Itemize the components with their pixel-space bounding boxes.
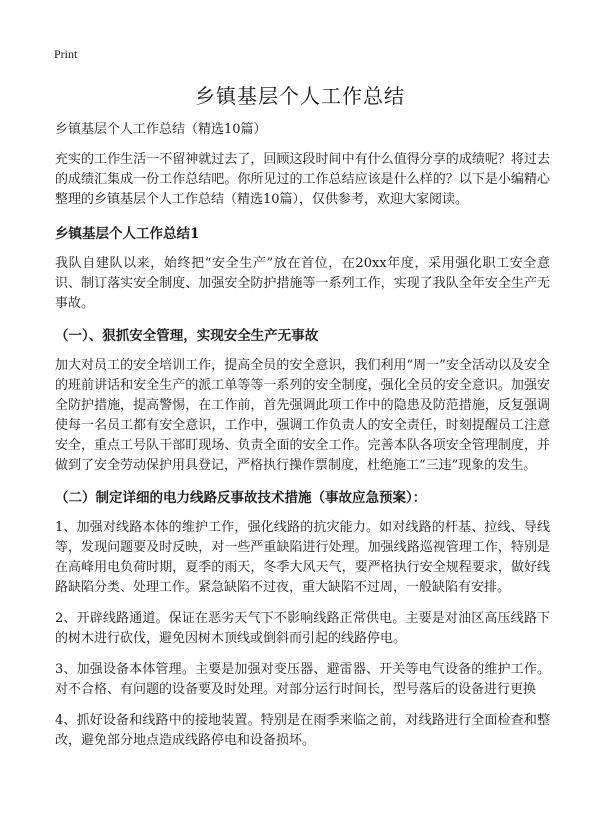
section-1-heading: 乡镇基层个人工作总结1 [55, 226, 200, 242]
document-body [55, 120, 550, 762]
intro-paragraph: 充实的工作生活一不留神就过去了，回顾这段时间中有什么值得分享的成绩呢？将过去的成绩汇集成一份工作总结吧。你所见过的工作总结应该是什么样的？以下是小编精心整理的乡镇基层个人工作总结（精选10篇），仅供参考，欢迎大家阅读。 [55, 152, 550, 207]
list-item: 4、抓好设备和线路中的接地装置。特别是在雨季来临之前，对线路进行全面检查和整改，避免部分地点造成线路停电和设备损坏。 [55, 713, 550, 748]
page-title: 乡镇基层个人工作总结 [195, 84, 405, 108]
section-1-paragraph: 我队自建队以来，始终把“安全生产”放在首位，在20xx年度，采用强化职工安全意识、制订落实安全制度、加强安全防护措施等一系列工作，实现了我队全年安全生产无事故。 [55, 256, 550, 311]
list-item: 1、加强对线路本体的维护工作，强化线路的抗灾能力。如对线路的杆基、拉线、导线等，发现问题要及时反映，对一些严重缺陷进行处理。加强线路巡视管理工作，特别是在高峰用电负荷时期，夏季的雨天，冬季大风天气，要严格执行安全规程要求，做好线路缺陷分类、处理工作。紧急缺陷不过夜，重大缺陷不过周，一般缺陷有安排。 [55, 520, 550, 595]
subsection-2-heading: （二）制定详细的电力线路反事故技术措施（事故应急预案）： [55, 490, 427, 506]
list-item: 2、开辟线路通道。保证在恶劣天气下不影响线路正常供电。主要是对油区高压线路下的树木进行砍伐，避免因树木顶线或倒斜而引起的线路停电。 [55, 611, 550, 646]
list-item: 3、加强设备本体管理。主要是加强对变压器、避雷器、开关等电气设备的维护工作。对不合格、有问题的设备要及时处理。对部分运行时间长，型号落后的设备进行更换 [55, 662, 550, 697]
subsection-1-heading: （一）、狠抓安全管理，实现安全生产无事故 [55, 328, 319, 344]
subsection-1-paragraph: 加大对员工的安全培训工作，提高全员的安全意识，我们利用“周一”安全活动以及安全的班前讲话和安全生产的派工单等等一系列的安全制度，强化全员的安全意识。加强安全防护措施，提高警惕，在工作前，首先强调此项工作中的隐患及防范措施，反复强调使每一名员工都有安全意识，工作中，强调工作负责人的安全责任，时刻提醒员工注意安全，重点工号队干部盯现场、负责全面的安全工作。完善本队各项安全管理制度，并做到了安全劳动保护用具登记，严格执行操作票制度，杜绝施工“三违”现象的发生。 [55, 358, 550, 473]
print-label[interactable]: Print [54, 47, 78, 61]
document-subtitle: 乡镇基层个人工作总结（精选10篇） [55, 122, 267, 137]
